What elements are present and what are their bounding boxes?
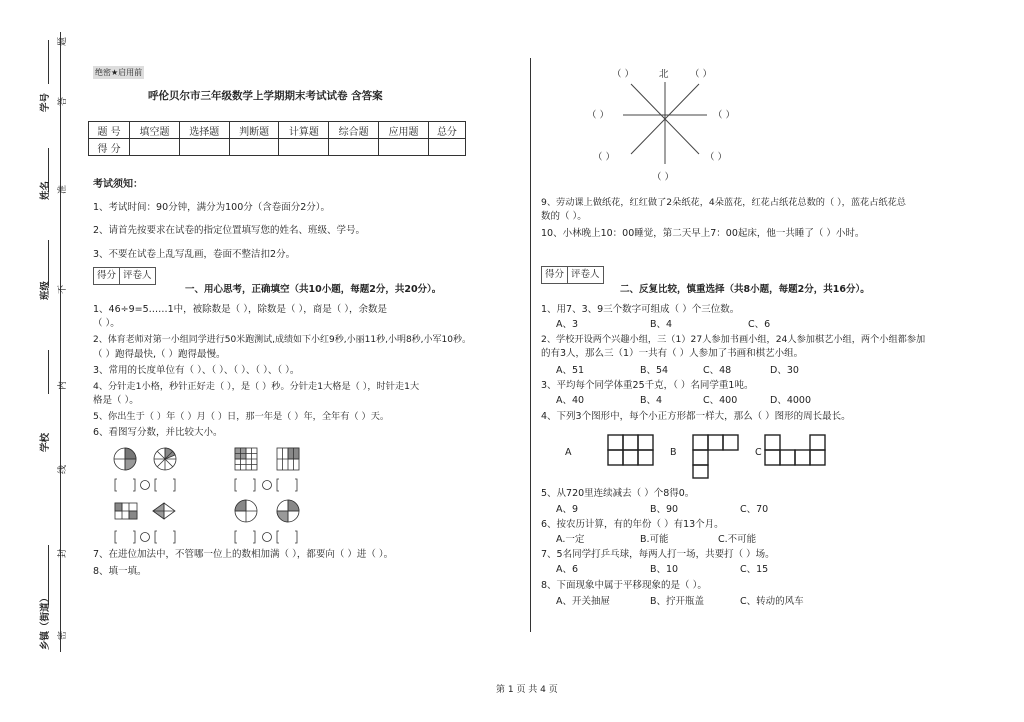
notice-item: 2、请首先按要求在试卷的指定位置填写您的姓名、班级、学号。 [93,225,366,236]
score-table-score-row [89,139,466,156]
exam-title: 呼伦贝尔市三年级数学上学期期末考试试卷 含答案 [148,90,383,102]
shape-label-b: B [670,447,677,458]
grade-box-grader: 评卷人 [119,268,155,284]
seal-char: 密 [58,630,68,640]
compass-diagram [583,62,763,187]
score-cell[interactable] [279,139,329,156]
question-line: 6、看图写分数，并比较大小。 [93,427,223,438]
choice-option: B、54 [640,365,669,376]
choice-option: C.不可能 [718,534,757,545]
score-cell[interactable] [229,139,279,156]
choice-question: 6、按农历计算，有的年份（ ）有13个月。 [541,519,724,530]
township-label: 乡镇（街道） [40,592,51,650]
score-cell: 得 分 [89,139,130,156]
choice-option: B、拧开瓶盖 [650,596,705,607]
secret-tag: 绝密★启用前 [95,68,143,77]
seal-char: 内 [58,380,68,390]
compass-blank-sw: （ ） [593,152,616,163]
score-cell: 题 号 [89,122,130,139]
grade-box-score: 得分 [545,269,565,280]
question-line: 9、劳动课上做纸花，红红做了2朵纸花，4朵蓝花，红花占纸花总数的（ ），蓝花占纸花总 [541,197,906,208]
question-line: 格是（ ）。 [93,395,139,406]
question-line: 1、46÷9=5……1中，被除数是（ ），除数是（ ），商是（ ），余数是 [93,304,387,315]
grade-box [541,266,604,284]
score-cell: 总分 [428,122,465,139]
notice-item: 3、不要在试卷上乱写乱画，卷面不整洁扣2分。 [93,249,296,260]
student-name-label: 姓名 [40,180,51,200]
choice-option: B、10 [650,564,679,575]
seal-char: 不 [58,284,68,294]
shape-label-a: A [565,447,572,458]
choice-question: 3、平均每个同学体重25千克，（ ）名同学重1吨。 [541,380,754,391]
score-cell[interactable] [179,139,229,156]
choice-option: A、40 [556,395,585,406]
question-line: 8、填一填。 [93,566,147,577]
column-divider [530,58,531,632]
choice-option: A、开关抽屉 [556,596,610,607]
choice-option: C、48 [703,365,732,376]
choice-option: B、4 [640,395,663,406]
score-table [88,121,466,156]
score-cell: 应用题 [379,122,429,139]
seal-char: 答 [58,96,68,106]
compass-blank-w: （ ） [587,110,610,121]
question-line: 2、体育老师对第一小组同学进行50米跑测试,成绩如下小红9秒,小丽11秒,小明8秒,小军10秒。 [93,335,471,345]
section-2-title: 二、反复比较，慎重选择（共8小题，每题2分，共16分）。 [620,284,870,295]
choice-option: A、51 [556,365,585,376]
question-line: （ ）跑得最快,（ ）跑得最慢。 [93,349,226,360]
choice-question: 7、5名同学打乒乓球，每两人打一场，共要打（ ）场。 [541,549,775,560]
choice-question: 的有3人，那么三（1）一共有（ ）人参加了书画和棋艺小组。 [541,348,804,359]
score-cell[interactable] [379,139,429,156]
seal-char: 题 [58,36,68,46]
choice-option: A、9 [556,504,579,515]
choice-option: A、3 [556,319,579,330]
choice-option: A、6 [556,564,579,575]
question-line: （ ）。 [93,318,120,329]
choice-option: B、90 [650,504,679,515]
compass-blank-ne: （ ） [690,69,713,80]
score-cell: 判断题 [229,122,279,139]
compass-north: 北 [659,69,669,80]
compass-blank-se: （ ） [705,152,728,163]
page-footer: 第 1 页 共 4 页 [496,685,558,695]
score-cell[interactable] [428,139,465,156]
perimeter-shapes [605,430,830,480]
score-cell[interactable] [130,139,180,156]
shape-label-c: C [755,447,762,458]
choice-option: D、4000 [770,395,811,406]
choice-option: C、15 [740,564,769,575]
seal-char: 线 [58,464,68,474]
question-line: 10、小林晚上10：00睡觉，第二天早上7：00起床，他一共睡了（ ）小时。 [541,228,865,239]
question-line: 4、分针走1小格，秒针正好走（ ），是（ ）秒。分针走1大格是（ ），时针走1大 [93,381,420,392]
school-label: 学校 [40,432,51,452]
choice-option: B.可能 [640,534,669,545]
score-cell: 填空题 [130,122,180,139]
choice-question: 2、学校开设两个兴趣小组，三（1）27人参加书画小组，24人参加棋艺小组，两个小组都参加 [541,334,926,345]
score-cell: 综合题 [329,122,379,139]
notice-item: 1、考试时间：90分钟，满分为100分（含卷面分2分）。 [93,202,331,213]
score-table-header-row [89,122,466,139]
choice-question: 1、用7、3、9三个数字可组成（ ）个三位数。 [541,304,740,315]
choice-option: D、30 [770,365,799,376]
choice-option: C、转动的风车 [740,596,804,607]
score-cell[interactable] [329,139,379,156]
grade-box-grader: 评卷人 [567,267,603,283]
score-cell: 选择题 [179,122,229,139]
notice-title: 考试须知： [93,179,143,190]
question-line: 7、在进位加法中，不管哪一位上的数相加满（ ），都要向（ ）进（ ）。 [93,549,394,560]
class-label: 班级 [40,280,51,300]
choice-question: 4、下列3个图形中，每个小正方形都一样大，那么（ ）图形的周长最长。 [541,411,851,422]
grade-box-score: 得分 [97,270,117,281]
section-1-title: 一、用心思考，正确填空（共10小题，每题2分，共20分）。 [185,284,442,295]
choice-option: C、70 [740,504,769,515]
compass-blank-e: （ ） [713,110,736,121]
student-id-label: 学号 [40,92,51,112]
fraction-figures [105,443,315,548]
grade-box [93,267,156,285]
compass-blank-s: （ ） [652,172,675,183]
score-cell: 计算题 [279,122,329,139]
question-line: 数的（ ）。 [541,211,587,222]
choice-option: C、6 [748,319,771,330]
choice-question: 8、下面现象中属于平移现象的是（ ）。 [541,580,707,591]
choice-question: 5、从720里连续减去（ ）个8得0。 [541,488,695,499]
choice-option: A.一定 [556,534,585,545]
question-line: 5、你出生于（ ）年（ ）月（ ）日，那一年是（ ）年，全年有（ ）天。 [93,411,390,422]
choice-option: B、4 [650,319,673,330]
compass-blank-nw: （ ） [612,69,635,80]
question-line: 3、常用的长度单位有（ ）、（ ）、（ ）、（ ）、（ ）。 [93,365,300,376]
choice-option: C、400 [703,395,738,406]
seal-char: 准 [58,184,68,194]
seal-char: 封 [58,548,68,558]
